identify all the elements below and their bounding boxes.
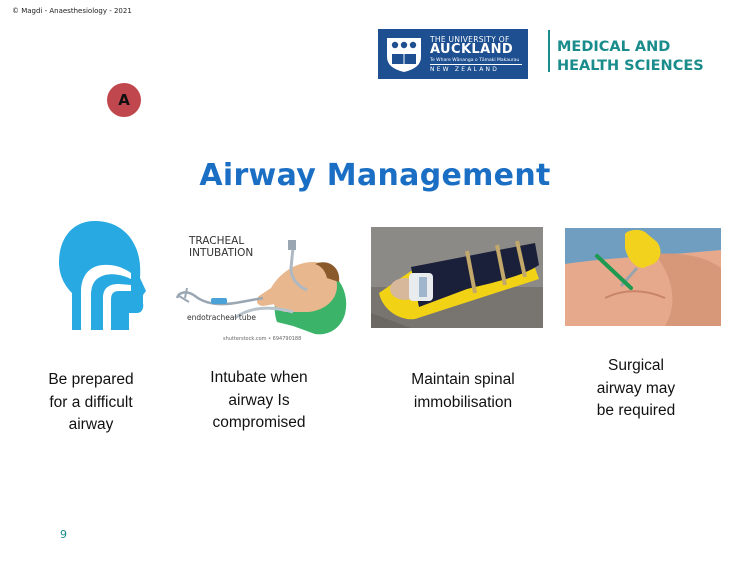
faculty-line-1: MEDICAL AND: [557, 39, 671, 55]
intubation-watermark: shutterstock.com • 694790188: [223, 336, 302, 342]
caption-line: be required: [596, 402, 676, 419]
intubation-tube-label: endotracheal tube: [187, 313, 256, 322]
faculty-name: [557, 38, 704, 76]
copyright-text: © Magdi - Anaesthesiology - 2021: [12, 7, 132, 15]
caption-line: compromised: [212, 414, 306, 431]
caption-line: airway Is: [228, 391, 290, 409]
caption-spinal-immobilisation: [394, 369, 532, 414]
intubation-heading-1: TRACHEAL: [189, 235, 245, 247]
caption-line: Be prepared: [48, 371, 134, 388]
spinal-immobilisation-image: [371, 227, 543, 328]
head-airway-icon: [55, 218, 147, 332]
caption-line: Maintain spinal: [411, 371, 515, 388]
tracheal-intubation-image: [175, 226, 355, 346]
caption-line: immobilisation: [413, 393, 513, 411]
caption-surgical-airway: [575, 355, 697, 423]
caption-line: Surgical: [608, 357, 664, 374]
caption-line: airway: [68, 416, 114, 433]
caption-difficult-airway: [28, 369, 154, 437]
university-crest-icon: [384, 35, 424, 73]
surgical-airway-image: [565, 228, 721, 326]
caption-intubate: [196, 367, 322, 435]
university-logo: [378, 29, 528, 79]
caption-line: airway may: [596, 379, 676, 397]
page-number: 9: [60, 528, 67, 541]
intubation-heading-2: INTUBATION: [189, 247, 254, 259]
logo-line-1: THE UNIVERSITY OF: [430, 35, 510, 44]
logo-line-2: AUCKLAND: [430, 42, 514, 57]
slide-title: Airway Management: [199, 158, 551, 193]
faculty-line-2: HEALTH SCIENCES: [557, 58, 704, 74]
section-badge: A: [107, 83, 141, 117]
logo-rule: [430, 64, 522, 65]
logo-line-3: Te Whare Wānanga o Tāmaki Makaurau: [430, 58, 520, 63]
logo-line-4: NEW ZEALAND: [430, 66, 500, 73]
caption-line: Intubate when: [210, 369, 308, 386]
logo-divider: [548, 30, 550, 72]
caption-line: for a difficult: [49, 393, 133, 411]
